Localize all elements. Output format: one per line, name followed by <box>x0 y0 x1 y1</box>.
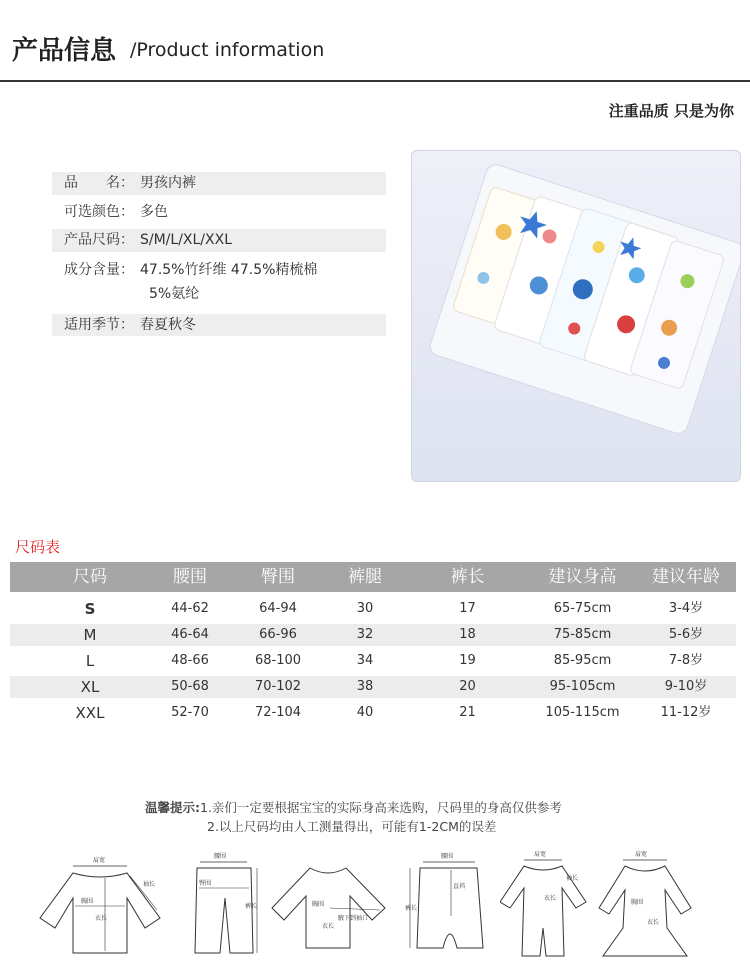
column-header: 裤腿 <box>348 567 382 587</box>
label-sleeve: 袖长 <box>143 881 156 888</box>
table-cell: 44-62 <box>171 601 209 616</box>
diagram-romper <box>500 848 590 960</box>
info-label: 品 名： <box>64 175 134 191</box>
page-title-en: /Product information <box>130 39 325 61</box>
table-cell: 68-100 <box>254 653 302 668</box>
table-cell: 18 <box>459 627 476 642</box>
table-cell: 105-115cm <box>545 705 620 720</box>
tips-lead: 温馨提示: <box>145 800 200 815</box>
info-value: 多色 <box>140 204 168 220</box>
column-header: 腰围 <box>173 567 207 587</box>
table-cell: 21 <box>459 705 476 720</box>
table-cell: 5-6岁 <box>668 627 704 642</box>
table-row <box>10 676 736 698</box>
label-length: 衣长 <box>647 919 660 926</box>
info-value: 男孩内裤 <box>140 175 196 191</box>
size-chart-label: 尺码表 <box>15 538 61 556</box>
info-row-name <box>52 172 386 195</box>
info-label: 可选颜色： <box>64 204 134 220</box>
label-pants-length: 裤长 <box>245 903 258 910</box>
column-header: 尺码 <box>73 567 107 587</box>
diagram-shorts <box>405 848 495 958</box>
table-cell: XXL <box>75 704 105 722</box>
table-cell: 65-75cm <box>553 601 612 616</box>
table-cell: 40 <box>356 705 374 720</box>
table-cell: 95-105cm <box>549 679 616 694</box>
info-value: 47.5%竹纤维 47.5%精梳棉 <box>140 262 318 278</box>
table-cell: 75-85cm <box>553 627 612 642</box>
table-cell: 9-10岁 <box>664 679 708 694</box>
diagram-raglan-top <box>270 848 390 958</box>
table-cell: M <box>83 626 97 644</box>
table-cell: 64-94 <box>259 601 297 616</box>
table-row <box>10 702 736 724</box>
label-length: 衣长 <box>322 923 335 930</box>
table-cell: S <box>84 600 96 618</box>
label-chest: 胸围 <box>631 899 644 906</box>
label-inseam: 直裆 <box>453 883 466 890</box>
info-value: 春夏秋冬 <box>140 317 196 333</box>
page-title: 产品信息 <box>12 36 117 66</box>
diagram-pants <box>185 848 265 958</box>
table-cell: 20 <box>459 679 476 694</box>
info-label: 适用季节： <box>64 317 134 333</box>
product-photo <box>411 150 741 482</box>
table-cell: L <box>85 652 95 670</box>
page-header <box>0 0 750 82</box>
table-cell: 19 <box>459 653 476 668</box>
column-header: 裤长 <box>450 567 485 587</box>
table-cell: 70-102 <box>254 679 302 694</box>
table-row <box>10 598 736 620</box>
tips-line-1: 1.亲们一定要根据宝宝的实际身高来选购，尺码里的身高仅供参考 <box>200 800 562 815</box>
column-header: 建议身高 <box>548 567 617 587</box>
table-header <box>10 562 736 592</box>
product-info-list <box>52 172 386 336</box>
label-shoulder: 肩宽 <box>635 851 648 858</box>
label-pants-length: 裤长 <box>405 905 418 912</box>
label-hip: 臀围 <box>199 880 212 887</box>
header-divider <box>0 80 750 82</box>
diagram-dress <box>595 848 695 960</box>
label-armpit: 腋下到袖口 <box>338 915 369 922</box>
table-row <box>10 650 736 672</box>
label-sleeve: 袖长 <box>566 875 579 882</box>
table-row <box>10 624 736 646</box>
table-cell: 72-104 <box>254 705 302 720</box>
tips-note <box>145 798 562 836</box>
label-length: 衣长 <box>95 915 108 922</box>
label-waist: 腰围 <box>214 853 227 860</box>
table-cell: 34 <box>356 653 374 668</box>
table-cell: 32 <box>356 627 374 642</box>
info-value: 5%氨纶 <box>149 286 200 302</box>
table-cell: 66-96 <box>259 627 297 642</box>
label-chest: 胸围 <box>81 898 94 905</box>
info-value: S/M/L/XL/XXL <box>140 232 233 248</box>
table-cell: 30 <box>356 601 374 616</box>
tips-line-2: 2.以上尺码均由人工测量得出，可能有1-2CM的误差 <box>207 819 497 834</box>
column-header: 臀围 <box>261 567 295 587</box>
info-row-color <box>52 201 386 223</box>
info-label: 成分含量： <box>64 262 134 278</box>
diagram-long-sleeve-top <box>35 848 165 958</box>
label-length: 衣长 <box>544 895 557 902</box>
table-cell: 48-66 <box>171 653 209 668</box>
table-cell: 3-4岁 <box>668 601 704 616</box>
info-label: 产品尺码： <box>64 232 134 248</box>
label-shoulder: 肩宽 <box>534 851 547 858</box>
info-row-season <box>52 314 386 336</box>
table-cell: 50-68 <box>171 679 209 694</box>
table-cell: 11-12岁 <box>660 705 712 720</box>
column-header: 建议年龄 <box>652 567 720 587</box>
table-cell: 46-64 <box>171 627 209 642</box>
info-row-material <box>52 258 386 306</box>
table-cell: 17 <box>459 601 476 616</box>
slogan: 注重品质 只是为你 <box>608 102 734 120</box>
table-cell: 52-70 <box>171 705 209 720</box>
size-chart-table <box>10 562 736 722</box>
info-row-size <box>52 229 386 252</box>
table-cell: XL <box>80 678 100 696</box>
label-shoulder: 肩宽 <box>93 857 106 864</box>
product-photo-illustration <box>412 151 740 481</box>
table-cell: 85-95cm <box>553 653 612 668</box>
table-cell: 7-8岁 <box>668 653 704 668</box>
label-chest: 胸围 <box>312 901 325 908</box>
label-waist: 腰围 <box>441 853 454 860</box>
table-cell: 38 <box>356 679 374 694</box>
